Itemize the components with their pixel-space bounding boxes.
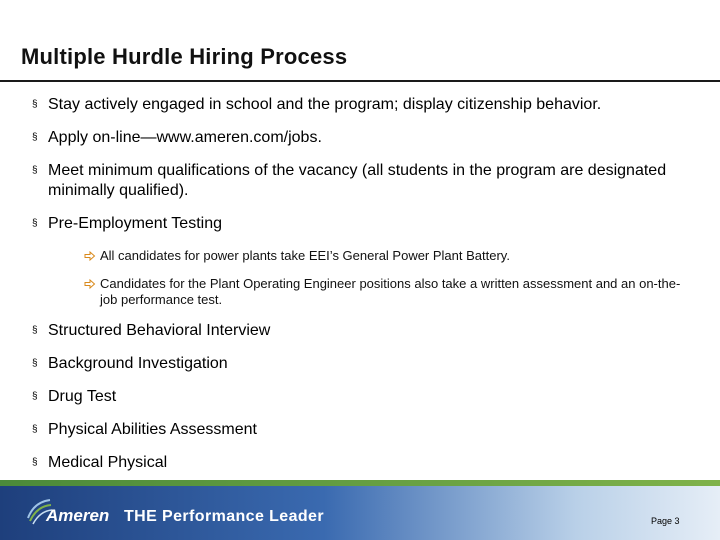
bullet-item bbox=[32, 321, 692, 341]
bullet-marker-icon: § bbox=[32, 132, 38, 143]
bullet-text: Meet minimum qualifications of the vacancy (all students in the program are designated minimally qualified). bbox=[48, 162, 667, 199]
sub-bullet-list bbox=[48, 248, 692, 308]
bullet-item bbox=[32, 420, 692, 440]
sub-bullet-text: Candidates for the Plant Operating Engineer positions also take a written assessment and an on-the-job performance test. bbox=[100, 276, 681, 307]
bullet-item bbox=[32, 453, 692, 473]
bullet-marker-icon: § bbox=[32, 165, 38, 176]
bullet-item bbox=[32, 354, 692, 374]
bullet-text: Apply on-line—www.ameren.com/jobs. bbox=[48, 129, 322, 146]
sub-bullet-text: All candidates for power plants take EEI’s General Power Plant Battery. bbox=[100, 248, 510, 263]
footer-band bbox=[0, 486, 720, 540]
bullet-text: Background Investigation bbox=[48, 355, 228, 372]
slide-footer bbox=[0, 480, 720, 540]
sub-bullet-item bbox=[48, 276, 692, 308]
bullet-text: Medical Physical bbox=[48, 454, 168, 471]
bullet-marker-icon: § bbox=[32, 391, 38, 402]
slide-title: Multiple Hurdle Hiring Process bbox=[21, 44, 348, 69]
bullet-text: Pre-Employment Testing bbox=[48, 215, 222, 232]
brand-tagline: THE Performance Leader bbox=[124, 508, 324, 525]
bullet-marker-icon: § bbox=[32, 457, 38, 468]
bullet-text: Structured Behavioral Interview bbox=[48, 322, 271, 339]
bullet-marker-icon: § bbox=[32, 424, 38, 435]
bullet-item bbox=[32, 95, 692, 115]
page-number: Page 3 bbox=[651, 516, 680, 526]
arrow-right-icon bbox=[84, 276, 96, 292]
bullet-item bbox=[32, 387, 692, 407]
bullet-item bbox=[32, 214, 692, 308]
bullet-item bbox=[32, 128, 692, 148]
bullet-text: Physical Abilities Assessment bbox=[48, 421, 257, 438]
sub-bullet-item bbox=[48, 248, 692, 264]
bullet-list bbox=[32, 95, 692, 486]
title-divider bbox=[0, 80, 720, 82]
bullet-item bbox=[32, 161, 692, 201]
bullet-marker-icon: § bbox=[32, 99, 38, 110]
bullet-marker-icon: § bbox=[32, 325, 38, 336]
bullet-text: Drug Test bbox=[48, 388, 117, 405]
bullet-marker-icon: § bbox=[32, 218, 38, 229]
bullet-text: Stay actively engaged in school and the program; display citizenship behavior. bbox=[48, 96, 602, 113]
brand-logo: Ameren bbox=[46, 506, 110, 525]
bullet-marker-icon: § bbox=[32, 358, 38, 369]
arrow-right-icon bbox=[84, 248, 96, 264]
